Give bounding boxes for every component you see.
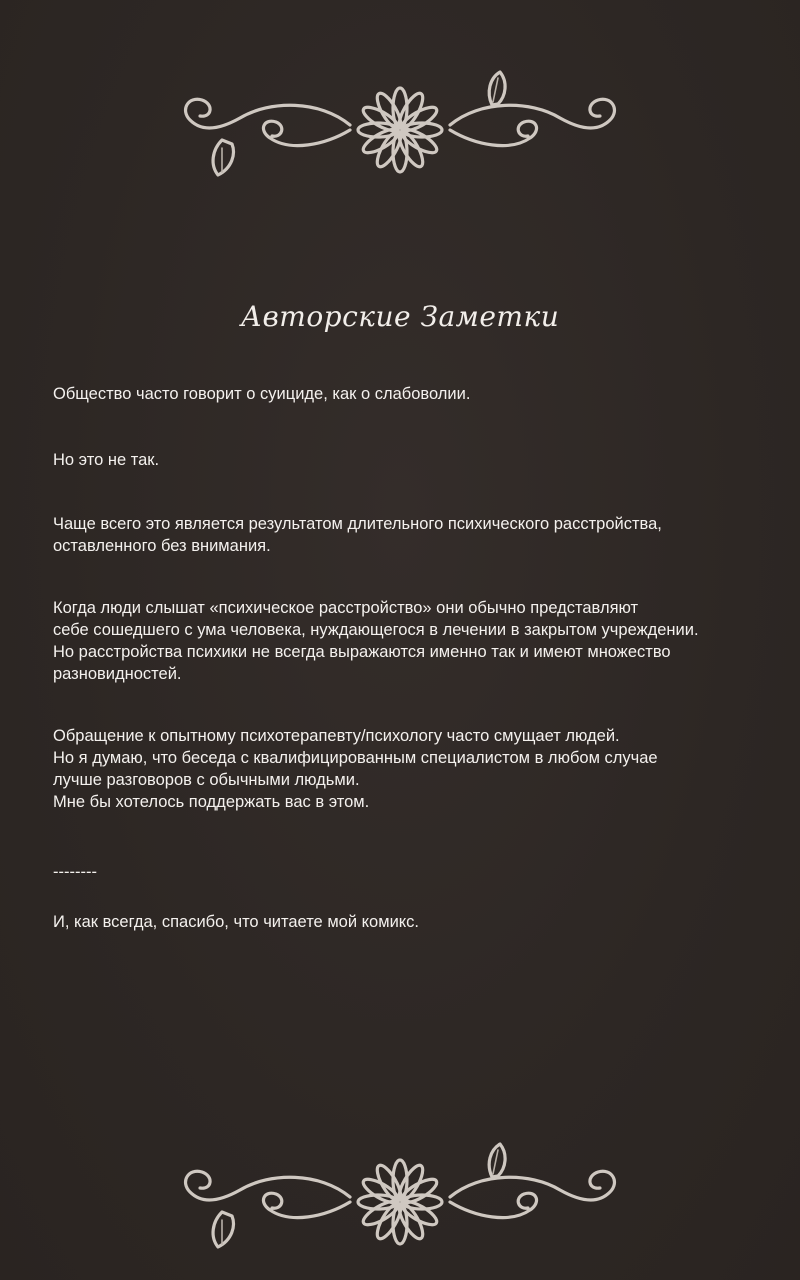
paragraph-5 [53,725,773,813]
page-title: Авторские Заметки [240,300,560,333]
closing-paragraph [53,911,773,933]
text-line: лучше разговоров с обычными людьми. [53,771,360,789]
paragraph-4 [53,597,773,685]
paragraph-3 [53,513,773,557]
text-line: Когда люди слышат «психическое расстройство» они обычно представляют [53,599,639,617]
text-line: Общество часто говорит о суициде, как о слабоволии. [53,385,471,403]
divider-line: -------- [53,863,97,881]
notes-body [53,383,773,933]
bottom-floral-ornament [160,1132,640,1262]
text-line: И, как всегда, спасибо, что читаете мой комикс. [53,913,420,931]
text-line: оставленного без внимания. [53,537,271,555]
text-line: Обращение к опытному психотерапевту/психологу часто смущает людей. [53,727,620,745]
top-floral-ornament [160,60,640,190]
text-line: Чаще всего это является результатом длительного психического расстройства, [53,515,662,533]
text-line: Но это не так. [53,451,160,469]
text-line: Но расстройства психики не всегда выражаются именно так и имеют множество [53,643,671,661]
floral-scroll-icon [160,1132,640,1262]
text-line: Но я думаю, что беседа с квалифицированным специалистом в любом случае [53,749,658,767]
floral-scroll-icon [160,60,640,190]
text-line: разновидностей. [53,665,182,683]
paragraph-1 [53,383,773,405]
text-line: Мне бы хотелось поддержать вас в этом. [53,793,370,811]
paragraph-2 [53,449,773,471]
divider-text [53,861,773,883]
text-line: себе сошедшего с ума человека, нуждающегося в лечении в закрытом учреждении. [53,621,699,639]
